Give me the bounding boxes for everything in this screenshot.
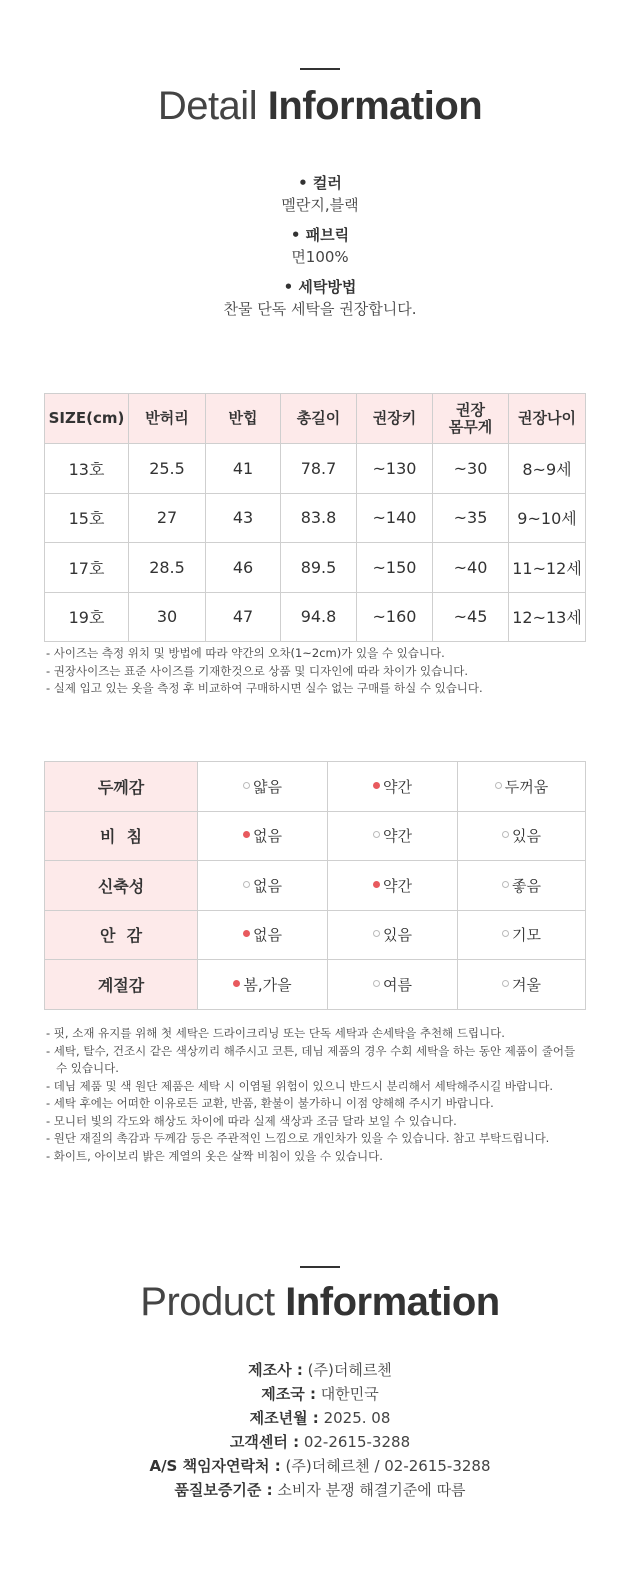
feature-option: [198, 861, 328, 911]
size-header-line: 권장: [456, 400, 485, 419]
size-value-cell: ~150: [357, 543, 433, 593]
size-value-cell: 46: [206, 543, 281, 593]
note-line: - 핏, 소재 유지를 위해 첫 세탁은 드라이크리닝 또는 단독 세탁과 손세탁을 추천해 드립니다.: [46, 1026, 505, 1040]
detail-title-light: Detail: [157, 84, 258, 128]
feature-option: [198, 811, 328, 861]
table-row: [45, 592, 586, 642]
detail-title: [0, 84, 640, 129]
size-value-cell: 28.5: [129, 543, 206, 593]
spec-label: • 패브릭: [290, 226, 350, 244]
product-info-row: [0, 1406, 640, 1430]
feature-label: 계절감: [45, 960, 198, 1010]
size-header-cell: SIZE(cm): [45, 394, 129, 444]
note-line: - 실제 입고 있는 옷을 측정 후 비교하여 구매하시면 실수 없는 구매를 하실 수 있습니다.: [46, 681, 483, 695]
size-value-cell: 41: [206, 444, 281, 494]
size-label-cell: 19호: [45, 592, 129, 642]
size-value-cell: 43: [206, 493, 281, 543]
feature-option-label: 봄,가을: [243, 975, 292, 994]
feature-option: [458, 960, 586, 1010]
size-header-cell: 반허리: [129, 394, 206, 444]
feature-option-label: 없음: [253, 926, 282, 945]
section-divider: [300, 68, 340, 70]
unselected-dot-icon: [502, 881, 509, 888]
size-value-cell: 83.8: [281, 493, 357, 543]
note-line: - 데님 제품 및 색 원단 제품은 세탁 시 이염될 위험이 있으니 반드시 분리해서 세탁해주시길 바랍니다.: [46, 1078, 553, 1093]
feature-option-label: 있음: [512, 827, 541, 846]
product-info-value: 2025. 08: [318, 1409, 391, 1427]
unselected-dot-icon: [243, 881, 250, 888]
table-row: [45, 444, 586, 494]
feature-option-label: 얇음: [253, 777, 282, 796]
size-header-cell: 권장나이: [509, 394, 586, 444]
product-information-section: [0, 1266, 640, 1325]
section-divider: [300, 1266, 340, 1268]
selected-dot-icon: [243, 831, 250, 838]
feature-table: [44, 761, 586, 1010]
feature-option: [198, 910, 328, 960]
size-value-cell: ~45: [433, 592, 509, 642]
table-row: [45, 861, 586, 911]
note-line: - 모니터 빛의 각도와 해상도 차이에 따라 실제 색상과 조금 달라 보일 수 있습니다.: [46, 1113, 457, 1128]
size-table: [44, 393, 586, 642]
size-value-cell: 9~10세: [509, 493, 586, 543]
size-value-cell: 89.5: [281, 543, 357, 593]
product-info-row: [0, 1430, 640, 1454]
unselected-dot-icon: [502, 831, 509, 838]
size-header-cell: [433, 394, 509, 444]
table-row: [45, 960, 586, 1010]
size-value-cell: ~140: [357, 493, 433, 543]
feature-option-label: 없음: [253, 827, 282, 846]
unselected-dot-icon: [502, 980, 509, 987]
feature-option-label: 두꺼움: [504, 777, 549, 796]
detail-title-bold: Information: [267, 84, 483, 128]
size-header-cell: 반힙: [206, 394, 281, 444]
product-info-value: (주)더헤르첸 / 02-2615-3288: [280, 1457, 491, 1475]
product-info-value: 소비자 분쟁 해결기준에 따름: [272, 1481, 466, 1499]
feature-option: [328, 811, 458, 861]
product-info-row: [0, 1358, 640, 1382]
spec-value: 멜란지,블랙: [281, 196, 359, 214]
table-row: [45, 910, 586, 960]
feature-label: 신축성: [45, 861, 198, 911]
spec-list: [0, 172, 640, 328]
product-info-key: 제조사 :: [248, 1361, 303, 1379]
size-notes: [46, 645, 586, 698]
unselected-dot-icon: [502, 930, 509, 937]
size-value-cell: ~130: [357, 444, 433, 494]
feature-option: [198, 762, 328, 812]
feature-label: 안 감: [45, 910, 198, 960]
feature-option: [458, 910, 586, 960]
size-value-cell: ~40: [433, 543, 509, 593]
feature-option: [198, 960, 328, 1010]
spec-item-color: [0, 172, 640, 216]
unselected-dot-icon: [243, 782, 250, 789]
note-line: - 원단 재질의 촉감과 두께감 등은 주관적인 느낌으로 개인차가 있을 수 있습니다. 참고 부탁드립니다.: [46, 1131, 550, 1145]
feature-option-label: 겨울: [512, 975, 541, 994]
note-line: - 사이즈는 측정 위치 및 방법에 따라 약간의 오차(1~2cm)가 있을 수 있습니다.: [46, 646, 445, 660]
product-info-value: 대한민국: [315, 1385, 379, 1403]
selected-dot-icon: [233, 980, 240, 987]
spec-item-washing: [0, 276, 640, 320]
selected-dot-icon: [243, 930, 250, 937]
size-value-cell: 12~13세: [509, 592, 586, 642]
feature-option: [328, 960, 458, 1010]
product-info-row: [0, 1478, 640, 1502]
note-line: - 세탁, 탈수, 건조시 같은 색상끼리 해주시고 코튼, 데님 제품의 경우 수회 세탁을 하는 동안 제품이 줄어들 수 있습니다.: [46, 1043, 576, 1075]
spec-label: • 세탁방법: [283, 278, 357, 296]
size-header-line: 몸무게: [448, 417, 493, 436]
note-line: - 권장사이즈는 표준 사이즈를 기재한것으로 상품 및 디자인에 따라 차이가 있습니다.: [46, 663, 469, 678]
note-line: - 화이트, 아이보리 밝은 계열의 옷은 살짝 비침이 있을 수 있습니다.: [46, 1148, 383, 1163]
product-info-key: A/S 책임자연락처 :: [149, 1457, 281, 1475]
table-row: [45, 543, 586, 593]
size-label-cell: 13호: [45, 444, 129, 494]
feature-option: [328, 762, 458, 812]
size-value-cell: 94.8: [281, 592, 357, 642]
feature-option-label: 좋음: [512, 876, 541, 895]
spec-label: • 컬러: [298, 174, 342, 192]
product-title-light: Product: [140, 1280, 275, 1324]
size-value-cell: ~30: [433, 444, 509, 494]
feature-option-label: 여름: [383, 975, 412, 994]
feature-option-label: 기모: [512, 926, 541, 945]
product-info-row: [0, 1382, 640, 1406]
spec-value: 찬물 단독 세탁을 권장합니다.: [223, 300, 417, 318]
feature-label: 비 침: [45, 811, 198, 861]
product-info-key: 제조국 :: [261, 1385, 316, 1403]
size-table-header: [45, 394, 586, 444]
feature-option-label: 약간: [383, 876, 412, 895]
size-value-cell: 30: [129, 592, 206, 642]
product-info-list: [0, 1358, 640, 1502]
feature-option: [458, 762, 586, 812]
product-info-value: (주)더헤르첸: [302, 1361, 392, 1379]
size-value-cell: 25.5: [129, 444, 206, 494]
feature-option: [458, 811, 586, 861]
size-value-cell: 78.7: [281, 444, 357, 494]
size-header-cell: 권장키: [357, 394, 433, 444]
table-row: [45, 493, 586, 543]
size-header-cell: 총길이: [281, 394, 357, 444]
spec-item-fabric: [0, 224, 640, 268]
product-info-value: 02-2615-3288: [299, 1433, 411, 1451]
product-title: [0, 1280, 640, 1325]
care-notes: [46, 1025, 586, 1165]
unselected-dot-icon: [373, 980, 380, 987]
feature-label: 두께감: [45, 762, 198, 812]
selected-dot-icon: [373, 881, 380, 888]
note-line: - 세탁 후에는 어떠한 이유로든 교환, 반품, 환불이 불가하니 이점 양해해 주시기 바랍니다.: [46, 1096, 494, 1110]
table-row: [45, 811, 586, 861]
size-value-cell: ~160: [357, 592, 433, 642]
product-info-key: 제조년월 :: [249, 1409, 319, 1427]
unselected-dot-icon: [373, 831, 380, 838]
size-value-cell: 8~9세: [509, 444, 586, 494]
spec-value: 면100%: [291, 248, 349, 266]
feature-option-label: 없음: [253, 876, 282, 895]
feature-option: [328, 910, 458, 960]
feature-option-label: 약간: [383, 827, 412, 846]
size-value-cell: 27: [129, 493, 206, 543]
size-value-cell: 47: [206, 592, 281, 642]
feature-option-label: 있음: [383, 926, 412, 945]
size-value-cell: ~35: [433, 493, 509, 543]
unselected-dot-icon: [495, 782, 502, 789]
feature-option: [328, 861, 458, 911]
detail-information-section: [0, 68, 640, 129]
product-info-row: [0, 1454, 640, 1478]
size-label-cell: 17호: [45, 543, 129, 593]
unselected-dot-icon: [373, 930, 380, 937]
feature-option: [458, 861, 586, 911]
product-info-key: 고객센터 :: [229, 1433, 300, 1451]
size-label-cell: 15호: [45, 493, 129, 543]
size-value-cell: 11~12세: [509, 543, 586, 593]
table-row: [45, 762, 586, 812]
product-title-bold: Information: [285, 1280, 500, 1324]
product-info-key: 품질보증기준 :: [174, 1481, 273, 1499]
feature-option-label: 약간: [383, 777, 412, 796]
selected-dot-icon: [373, 782, 380, 789]
